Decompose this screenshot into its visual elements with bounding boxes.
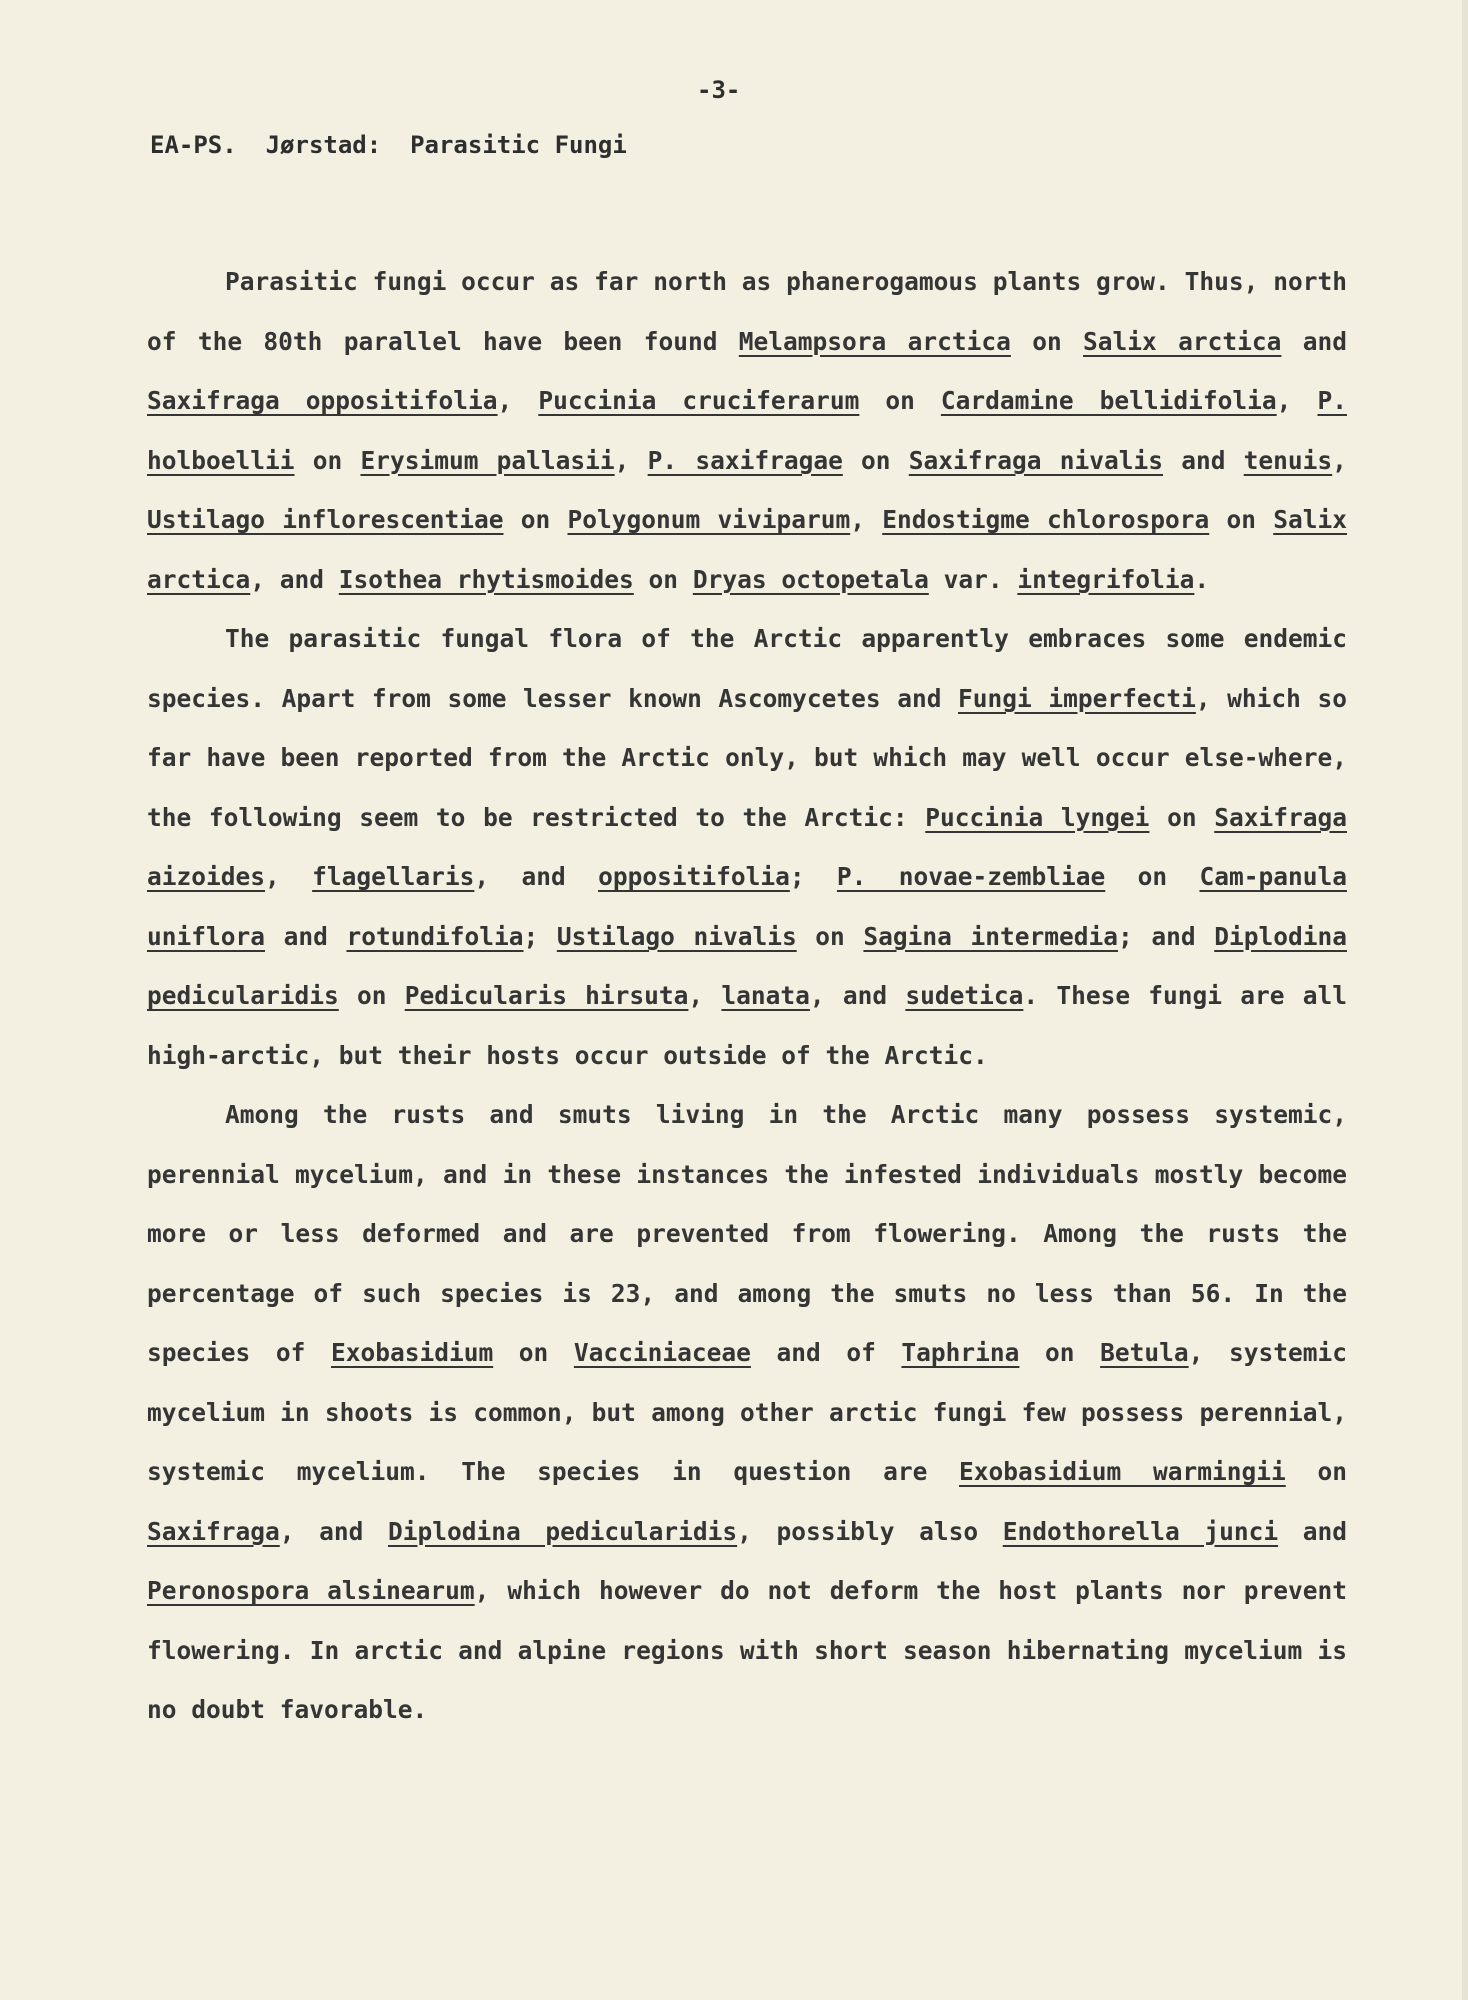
taxon-name: integrifolia bbox=[1017, 564, 1195, 594]
text-run: on bbox=[633, 564, 693, 594]
text-run: , which however do not deform the host plants nor prevent flowering. In arctic and alpine regions with short season hibernating mycelium is no doubt favorable. bbox=[147, 1576, 1347, 1724]
text-run: Among the rusts and smuts living in the Arctic many possess systemic, perennial mycelium, and in these instances the infested individuals mostly become more or less deformed and are prevented from flowering. Among the rusts the percentage of such species is 23, and among the smuts no less than 56. In the species of bbox=[147, 1100, 1347, 1367]
taxon-name: Saxifraga bbox=[147, 1516, 280, 1546]
taxon-name: sudetica bbox=[905, 981, 1024, 1010]
taxon-name: Saxifraga oppositifolia bbox=[147, 386, 498, 415]
text-run: , bbox=[850, 505, 883, 534]
text-run: and bbox=[1278, 1516, 1347, 1546]
text-run: , which so far have been reported from the Arctic only, but which may well occur else-where, the following seem to be restricted to the Arctic: bbox=[147, 683, 1347, 832]
text-run: on bbox=[1010, 326, 1084, 356]
taxon-name: P. saxifragae bbox=[647, 445, 843, 475]
paragraph-2 bbox=[147, 609, 1347, 1085]
taxon-name: Isothea rhytismoides bbox=[338, 564, 634, 594]
taxon-name: Vacciniaceae bbox=[573, 1338, 751, 1367]
text-run: , bbox=[1276, 386, 1318, 415]
taxon-name: Exobasidium bbox=[330, 1338, 494, 1367]
text-run: and of bbox=[750, 1338, 902, 1367]
text-run: , systemic mycelium in shoots is common, but among other arctic fungi few possess perennial, systemic mycelium. The species in question are bbox=[147, 1338, 1347, 1486]
text-run: , and bbox=[279, 1516, 388, 1546]
taxon-name: Pedicularis hirsuta bbox=[404, 981, 689, 1010]
text-run: , and bbox=[474, 862, 599, 891]
running-head: EA-PS. Jørstad: Parasitic Fungi bbox=[150, 131, 627, 159]
taxon-name: Exobasidium warmingii bbox=[959, 1457, 1286, 1486]
taxon-name: Puccinia lyngei bbox=[925, 802, 1150, 832]
taxon-name: oppositifolia bbox=[598, 862, 790, 891]
taxon-name: Saxifraga aizoides bbox=[147, 802, 1347, 891]
taxon-name: Taphrina bbox=[901, 1338, 1020, 1367]
taxon-name: lanata bbox=[721, 981, 810, 1010]
text-run: and bbox=[1162, 445, 1244, 475]
taxon-name: P. novae-zembliae bbox=[836, 862, 1106, 891]
text-run: , bbox=[688, 981, 722, 1010]
text-run: on bbox=[1149, 802, 1215, 832]
text-run: on bbox=[1209, 505, 1274, 534]
taxon-name: Betula bbox=[1100, 1338, 1189, 1367]
taxon-name: Sagina intermedia bbox=[863, 921, 1119, 951]
text-run: , and bbox=[250, 564, 339, 594]
text-run: on bbox=[842, 445, 909, 475]
paragraph-3 bbox=[147, 1085, 1347, 1740]
text-run: , bbox=[265, 862, 313, 891]
taxon-name: Melampsora arctica bbox=[738, 326, 1011, 356]
text-run: on bbox=[338, 981, 405, 1010]
text-run: on bbox=[493, 1338, 574, 1367]
taxon-name: Polygonum viviparum bbox=[567, 505, 851, 534]
taxon-name: flagellaris bbox=[312, 862, 475, 891]
taxon-name: Diplodina pedicularidis bbox=[388, 1516, 738, 1546]
taxon-name: Cardamine bellidifolia bbox=[940, 386, 1277, 415]
text-run: . These fungi are all high-arctic, but their hosts occur outside of the Arctic. bbox=[147, 981, 1347, 1070]
text-run: The parasitic fungal flora of the Arctic apparently embraces some endemic species. Apart from some lesser known Ascomycetes and bbox=[147, 624, 1347, 713]
text-run: ; bbox=[789, 862, 837, 891]
text-run: on bbox=[1105, 862, 1200, 891]
taxon-name: Salix arctica bbox=[1083, 326, 1282, 356]
taxon-name: Erysimum pallasii bbox=[360, 445, 615, 475]
taxon-name: Salix arctica bbox=[147, 505, 1347, 594]
text-run: on bbox=[796, 921, 864, 951]
text-run: ; bbox=[523, 921, 557, 951]
taxon-name: rotundifolia bbox=[346, 921, 524, 951]
text-run: on bbox=[859, 386, 941, 415]
body-text bbox=[147, 252, 1347, 1740]
taxon-name: Diplodina pedicularidis bbox=[147, 921, 1347, 1010]
text-run: , bbox=[614, 445, 648, 475]
page-edge bbox=[1462, 0, 1468, 2000]
taxon-name: Peronospora alsinearum bbox=[147, 1576, 475, 1605]
taxon-name: Cam-panula uniflora bbox=[147, 862, 1347, 951]
text-run: and bbox=[265, 921, 347, 951]
text-run: var. bbox=[928, 564, 1018, 594]
taxon-name: Ustilago nivalis bbox=[556, 921, 797, 951]
taxon-name: Endostigme chlorospora bbox=[882, 505, 1210, 534]
taxon-name: tenuis bbox=[1243, 445, 1333, 475]
text-run: on bbox=[503, 505, 568, 534]
text-run: Parasitic fungi occur as far north as phanerogamous plants grow. Thus, north of the 80th parallel have been found bbox=[147, 267, 1347, 356]
taxon-name: Endothorella junci bbox=[1002, 1516, 1279, 1546]
page-number: -3- bbox=[697, 76, 741, 104]
text-run: , and bbox=[809, 981, 906, 1010]
text-run: on bbox=[1285, 1457, 1347, 1486]
taxon-name: Dryas octopetala bbox=[692, 564, 929, 594]
taxon-name: Fungi imperfecti bbox=[958, 683, 1196, 713]
text-run: , possibly also bbox=[737, 1516, 1003, 1546]
text-run: on bbox=[1019, 1338, 1101, 1367]
paragraph-1 bbox=[147, 252, 1347, 609]
text-run: on bbox=[294, 445, 361, 475]
taxon-name: Saxifraga nivalis bbox=[908, 445, 1163, 475]
text-run: . bbox=[1194, 564, 1210, 594]
text-run: , bbox=[497, 386, 539, 415]
text-run: and bbox=[1281, 326, 1347, 356]
text-run: , bbox=[1332, 445, 1347, 475]
taxon-name: Puccinia cruciferarum bbox=[538, 386, 860, 415]
text-run: ; and bbox=[1118, 921, 1215, 951]
taxon-name: Ustilago inflorescentiae bbox=[147, 505, 504, 534]
taxon-name: P. holboellii bbox=[147, 386, 1347, 475]
